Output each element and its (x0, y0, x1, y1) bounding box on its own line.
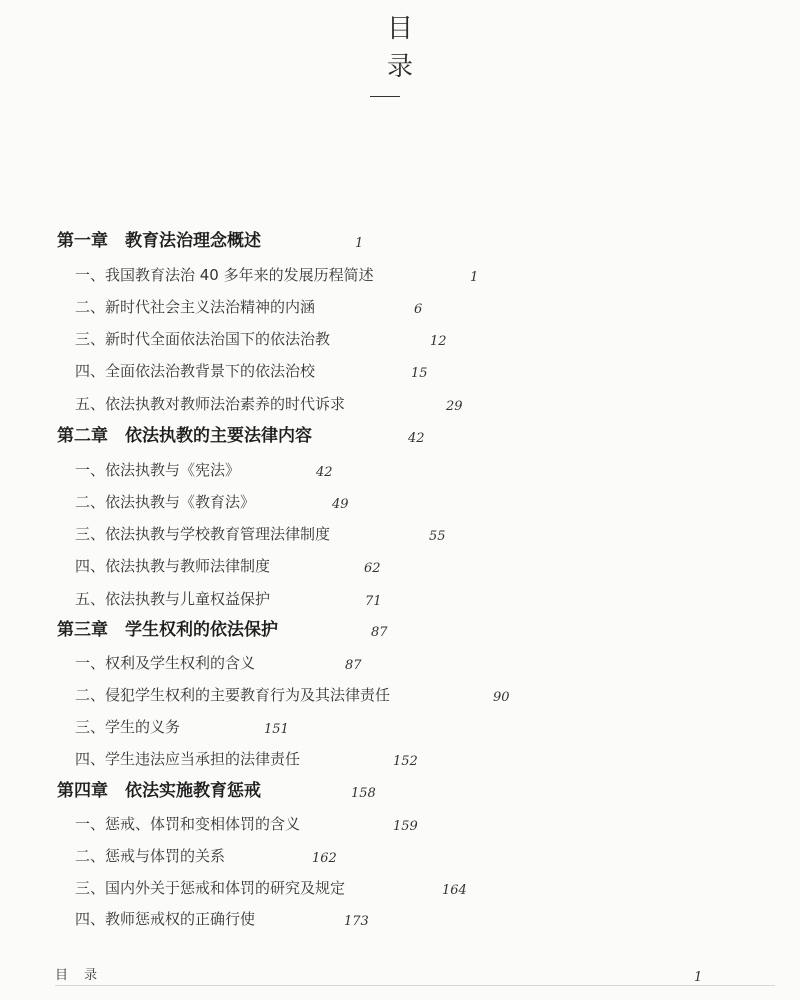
toc-page-number: 62 (364, 561, 381, 576)
toc-label: 三、学生的义务 (75, 718, 181, 736)
toc-label: 四、教师惩戒权的正确行使 (75, 910, 256, 928)
toc-label: 五、依法执教与儿童权益保护 (75, 590, 271, 608)
toc-label: 二、依法执教与《教育法》 (75, 493, 256, 511)
toc-page-number: 162 (312, 851, 337, 866)
toc-page-number: 173 (344, 914, 369, 929)
title-char-2: 录 (386, 52, 413, 82)
toc-label: 二、侵犯学生权利的主要教育行为及其法律责任 (75, 686, 391, 704)
toc-page-number: 164 (442, 883, 467, 898)
toc-label: 五、依法执教对教师法治素养的时代诉求 (75, 395, 346, 413)
toc-page-number: 151 (264, 722, 289, 737)
title-rule (370, 96, 400, 97)
toc-label: 第二章 依法执教的主要法律内容 (57, 426, 312, 446)
toc-label: 一、权利及学生权利的含义 (75, 654, 256, 672)
toc-page-number: 158 (351, 786, 376, 801)
toc-label: 四、学生违法应当承担的法律责任 (75, 750, 301, 768)
toc-page-number: 87 (345, 658, 362, 673)
toc-label: 四、全面依法治教背景下的依法治校 (75, 362, 316, 380)
toc-page-number: 159 (393, 819, 418, 834)
toc-label: 第三章 学生权利的依法保护 (57, 620, 278, 640)
toc-label: 二、新时代社会主义法治精神的内涵 (75, 298, 316, 316)
toc-page-number: 49 (332, 497, 349, 512)
toc-page-number: 71 (365, 594, 382, 609)
toc-label: 三、新时代全面依法治国下的依法治教 (75, 330, 331, 348)
toc-label: 一、依法执教与《宪法》 (75, 461, 241, 479)
toc-page-number: 87 (371, 625, 388, 640)
toc-label: 第四章 依法实施教育惩戒 (57, 781, 261, 801)
title-char-1: 目 (386, 14, 413, 44)
toc-label: 二、惩戒与体罚的关系 (75, 847, 226, 865)
toc-label: 三、依法执教与学校教育管理法律制度 (75, 525, 331, 543)
toc-page-number: 55 (429, 529, 446, 544)
toc-page-number: 6 (414, 302, 423, 317)
toc-page-number: 1 (470, 270, 479, 285)
folio-page-number: 1 (694, 970, 703, 985)
toc-label: 一、我国教育法治 40 多年来的发展历程简述 (75, 266, 374, 284)
toc-page-number: 1 (355, 236, 364, 251)
toc-label: 第一章 教育法治理念概述 (57, 231, 261, 251)
toc-page-number: 12 (430, 334, 447, 349)
running-head: 目 录 (55, 968, 104, 983)
toc-label: 三、国内外关于惩戒和体罚的研究及规定 (75, 879, 346, 897)
toc-page-number: 15 (411, 366, 428, 381)
toc-label: 四、依法执教与教师法律制度 (75, 557, 271, 575)
toc-page-number: 42 (408, 431, 425, 446)
toc-page-number: 90 (493, 690, 510, 705)
toc-page-number: 29 (446, 399, 463, 414)
toc-label: 一、惩戒、体罚和变相体罚的含义 (75, 815, 301, 833)
toc-page-number: 152 (393, 754, 418, 769)
toc-page-number: 42 (316, 465, 333, 480)
footer-rule (55, 985, 775, 986)
